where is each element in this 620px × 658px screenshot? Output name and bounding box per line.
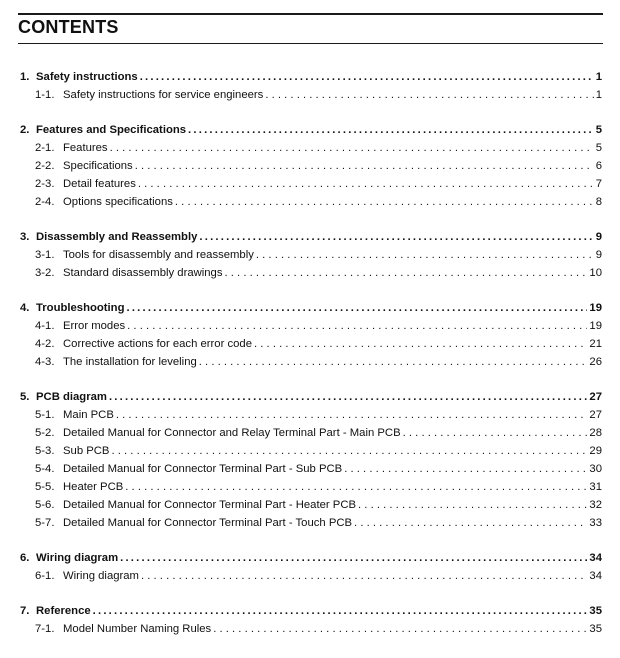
- toc-subsection-entry[interactable]: [20, 246, 602, 264]
- dot-leader: [141, 567, 587, 585]
- chapter-page-number: 27: [589, 391, 602, 403]
- dot-leader: [256, 246, 594, 264]
- dot-leader: [225, 264, 588, 282]
- dot-leader: [111, 442, 587, 460]
- subsection-page-number: 5: [595, 142, 602, 154]
- dot-leader: [127, 317, 587, 335]
- subsection-number: 2-3.: [35, 178, 55, 190]
- subsection-title: Standard disassembly drawings: [63, 267, 223, 279]
- dot-leader: [120, 549, 587, 567]
- subsection-title: Wiring diagram: [63, 570, 139, 582]
- toc-subsection-entry[interactable]: [20, 193, 602, 211]
- chapter-page-number: 34: [589, 552, 602, 564]
- table-of-contents: [20, 68, 602, 655]
- dot-leader: [138, 175, 594, 193]
- subsection-number: 5-6.: [35, 499, 55, 511]
- title-rule: [18, 43, 603, 44]
- subsection-page-number: 30: [589, 463, 602, 475]
- toc-section: [20, 549, 602, 585]
- subsection-number: 6-1.: [35, 570, 55, 582]
- toc-chapter-entry[interactable]: [20, 602, 602, 620]
- toc-subsection-entry[interactable]: [20, 264, 602, 282]
- dot-leader: [110, 139, 594, 157]
- dot-leader: [93, 602, 588, 620]
- toc-section: [20, 228, 602, 282]
- toc-section: [20, 299, 602, 371]
- toc-section: [20, 388, 602, 532]
- toc-chapter-entry[interactable]: [20, 549, 602, 567]
- subsection-title: Sub PCB: [63, 445, 110, 457]
- subsection-number: 5-3.: [35, 445, 55, 457]
- chapter-number: 5.: [20, 391, 30, 403]
- subsection-title: Detailed Manual for Connector Terminal Part - Heater PCB: [63, 499, 357, 511]
- toc-subsection-entry[interactable]: [20, 567, 602, 585]
- subsection-number: 1-1.: [35, 89, 55, 101]
- toc-subsection-entry[interactable]: [20, 460, 602, 478]
- toc-subsection-entry[interactable]: [20, 478, 602, 496]
- subsection-title: Detail features: [63, 178, 136, 190]
- toc-subsection-entry[interactable]: [20, 335, 602, 353]
- subsection-page-number: 19: [589, 320, 602, 332]
- subsection-page-number: 32: [589, 499, 602, 511]
- subsection-title: Safety instructions for service engineers: [63, 89, 264, 101]
- toc-subsection-entry[interactable]: [20, 442, 602, 460]
- toc-subsection-entry[interactable]: [20, 353, 602, 371]
- dot-leader: [188, 121, 594, 139]
- subsection-number: 5-7.: [35, 517, 55, 529]
- chapter-page-number: 35: [589, 605, 602, 617]
- subsection-page-number: 26: [589, 356, 602, 368]
- dot-leader: [403, 424, 588, 442]
- subsection-number: 4-2.: [35, 338, 55, 350]
- dot-leader: [140, 68, 594, 86]
- subsection-title: The installation for leveling: [63, 356, 197, 368]
- dot-leader: [109, 388, 587, 406]
- chapter-title: Features and Specifications: [36, 124, 187, 136]
- subsection-number: 7-1.: [35, 623, 55, 635]
- subsection-number: 5-4.: [35, 463, 55, 475]
- subsection-number: 4-1.: [35, 320, 55, 332]
- subsection-page-number: 34: [589, 570, 602, 582]
- dot-leader: [213, 620, 587, 638]
- chapter-title: Safety instructions: [36, 71, 138, 83]
- dot-leader: [116, 406, 588, 424]
- subsection-page-number: 7: [595, 178, 602, 190]
- dot-leader: [126, 299, 587, 317]
- subsection-title: Corrective actions for each error code: [63, 338, 252, 350]
- toc-chapter-entry[interactable]: [20, 68, 602, 86]
- subsection-number: 2-1.: [35, 142, 55, 154]
- toc-subsection-entry[interactable]: [20, 86, 602, 104]
- toc-subsection-entry[interactable]: [20, 157, 602, 175]
- subsection-page-number: 33: [589, 517, 602, 529]
- dot-leader: [354, 514, 587, 532]
- subsection-page-number: 29: [589, 445, 602, 457]
- subsection-title: Options specifications: [63, 196, 173, 208]
- chapter-number: 3.: [20, 231, 30, 243]
- toc-subsection-entry[interactable]: [20, 317, 602, 335]
- subsection-number: 5-1.: [35, 409, 55, 421]
- subsection-title: Heater PCB: [63, 481, 124, 493]
- chapter-page-number: 5: [595, 124, 602, 136]
- subsection-number: 3-1.: [35, 249, 55, 261]
- dot-leader: [265, 86, 593, 104]
- subsection-number: 5-2.: [35, 427, 55, 439]
- subsection-page-number: 10: [589, 267, 602, 279]
- dot-leader: [358, 496, 587, 514]
- dot-leader: [199, 353, 588, 371]
- dot-leader: [344, 460, 587, 478]
- chapter-number: 2.: [20, 124, 30, 136]
- subsection-title: Specifications: [63, 160, 133, 172]
- subsection-number: 3-2.: [35, 267, 55, 279]
- toc-chapter-entry[interactable]: [20, 121, 602, 139]
- subsection-page-number: 31: [589, 481, 602, 493]
- subsection-page-number: 6: [595, 160, 602, 172]
- subsection-number: 5-5.: [35, 481, 55, 493]
- toc-chapter-entry[interactable]: [20, 299, 602, 317]
- chapter-number: 4.: [20, 302, 30, 314]
- chapter-number: 1.: [20, 71, 30, 83]
- subsection-number: 4-3.: [35, 356, 55, 368]
- chapter-number: 6.: [20, 552, 30, 564]
- subsection-title: Error modes: [63, 320, 126, 332]
- page-title: CONTENTS: [18, 17, 119, 37]
- chapter-title: Troubleshooting: [36, 302, 125, 314]
- toc-section: [20, 602, 602, 638]
- chapter-page-number: 9: [595, 231, 602, 243]
- toc-section: [20, 121, 602, 211]
- toc-subsection-entry[interactable]: [20, 406, 602, 424]
- subsection-title: Tools for disassembly and reassembly: [63, 249, 254, 261]
- toc-chapter-entry[interactable]: [20, 228, 602, 246]
- dot-leader: [254, 335, 587, 353]
- chapter-title: Wiring diagram: [36, 552, 119, 564]
- toc-subsection-entry[interactable]: [20, 175, 602, 193]
- subsection-page-number: 8: [595, 196, 602, 208]
- toc-subsection-entry[interactable]: [20, 514, 602, 532]
- subsection-page-number: 9: [595, 249, 602, 261]
- chapter-title: Reference: [36, 605, 91, 617]
- subsection-number: 2-2.: [35, 160, 55, 172]
- toc-chapter-entry[interactable]: [20, 388, 602, 406]
- subsection-title: Detailed Manual for Connector Terminal Part - Touch PCB: [63, 517, 353, 529]
- toc-subsection-entry[interactable]: [20, 620, 602, 638]
- chapter-number: 7.: [20, 605, 30, 617]
- subsection-number: 2-4.: [35, 196, 55, 208]
- toc-subsection-entry[interactable]: [20, 496, 602, 514]
- subsection-page-number: 21: [589, 338, 602, 350]
- dot-leader: [135, 157, 594, 175]
- dot-leader: [175, 193, 594, 211]
- subsection-title: Features: [63, 142, 108, 154]
- chapter-title: Disassembly and Reassembly: [36, 231, 198, 243]
- subsection-title: Main PCB: [63, 409, 114, 421]
- subsection-page-number: 28: [589, 427, 602, 439]
- toc-section: [20, 68, 602, 104]
- dot-leader: [199, 228, 593, 246]
- subsection-page-number: 1: [595, 89, 602, 101]
- chapter-page-number: 1: [595, 71, 602, 83]
- top-rule: [18, 13, 603, 15]
- subsection-page-number: 27: [589, 409, 602, 421]
- chapter-page-number: 19: [589, 302, 602, 314]
- subsection-title: Model Number Naming Rules: [63, 623, 212, 635]
- dot-leader: [125, 478, 587, 496]
- subsection-title: Detailed Manual for Connector and Relay Terminal Part - Main PCB: [63, 427, 401, 439]
- toc-subsection-entry[interactable]: [20, 424, 602, 442]
- subsection-title: Detailed Manual for Connector Terminal Part - Sub PCB: [63, 463, 343, 475]
- chapter-title: PCB diagram: [36, 391, 107, 403]
- toc-subsection-entry[interactable]: [20, 139, 602, 157]
- subsection-page-number: 35: [589, 623, 602, 635]
